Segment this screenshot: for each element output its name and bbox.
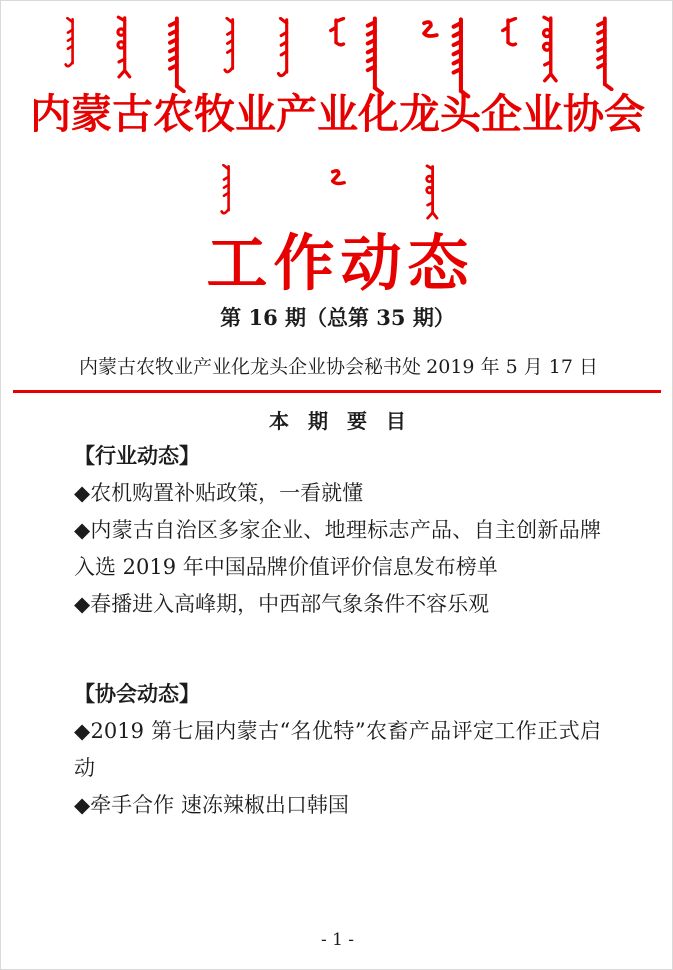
publisher-name: 内蒙古农牧业产业化龙头企业协会秘书处 xyxy=(79,356,422,378)
association-name: 内蒙古农牧业产业化龙头企业协会 xyxy=(30,90,645,138)
section-heading-industry: 【行业动态】 xyxy=(74,444,200,468)
toc-item: ◆春播进入高峰期，中西部气象条件不容乐观 xyxy=(74,592,490,616)
toc-item: ◆2019 第七届内蒙古“名优特”农畜产品评定工作正式启动 xyxy=(74,719,601,780)
toc-item: ◆内蒙古自治区多家企业、地理标志产品、自主创新品牌入选 2019 年中国品牌价值评价信息发布榜单 xyxy=(74,518,601,579)
bulletin-title: 工作动态 xyxy=(206,228,475,299)
table-of-contents xyxy=(74,438,601,824)
red-divider-rule xyxy=(13,390,661,393)
toc-title: 本 期 要 目 xyxy=(269,409,412,433)
issue-date: 2019 年 5 月 17 日 xyxy=(426,356,598,378)
toc-item: ◆牵手合作 速冻辣椒出口韩国 xyxy=(74,793,349,817)
page-number: - 1 - xyxy=(320,930,355,950)
publisher-row xyxy=(79,352,598,379)
section-heading-association: 【协会动态】 xyxy=(74,682,200,706)
issue-number: 第 16 期（总第 35 期） xyxy=(220,305,455,330)
toc-item: ◆农机购置补贴政策，一看就懂 xyxy=(74,481,364,505)
